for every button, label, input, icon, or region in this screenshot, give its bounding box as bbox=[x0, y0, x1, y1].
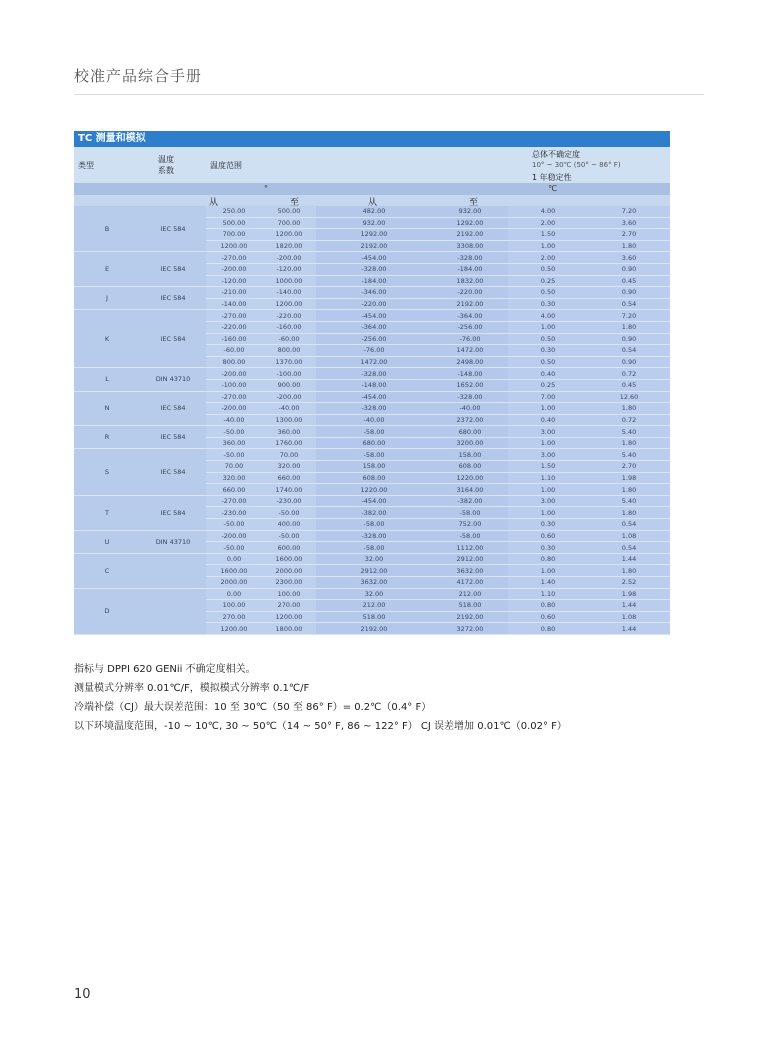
stability: 1.80 bbox=[588, 484, 670, 496]
range-from-c: -50.00 bbox=[206, 519, 262, 531]
table-row bbox=[74, 449, 670, 461]
uncertainty: 1.40 bbox=[508, 577, 588, 589]
range-to-c: -120.00 bbox=[262, 263, 316, 275]
col-coeff-line1: 温度 bbox=[158, 155, 174, 164]
range-from-c: 1200.00 bbox=[206, 240, 262, 252]
range-to-f: 2912.00 bbox=[432, 553, 508, 565]
page-number: 10 bbox=[74, 987, 91, 1002]
sub-from-f: 从 bbox=[368, 198, 378, 208]
range-from-f: 680.00 bbox=[316, 437, 432, 449]
table-row bbox=[74, 368, 670, 380]
range-from-f: -382.00 bbox=[316, 507, 432, 519]
thermocouple-type: C bbox=[74, 553, 140, 588]
range-from-f: 518.00 bbox=[316, 611, 432, 623]
range-to-c: 1000.00 bbox=[262, 275, 316, 287]
uncertainty: 0.80 bbox=[508, 600, 588, 612]
range-from-f: 1220.00 bbox=[316, 484, 432, 496]
range-to-c: 400.00 bbox=[262, 519, 316, 531]
sub-to-c: 至 bbox=[290, 198, 300, 208]
range-from-c: 360.00 bbox=[206, 437, 262, 449]
range-from-c: 320.00 bbox=[206, 472, 262, 484]
range-from-f: 482.00 bbox=[316, 206, 432, 217]
range-to-f: 1112.00 bbox=[432, 542, 508, 554]
range-from-f: -58.00 bbox=[316, 449, 432, 461]
uncertainty: 0.50 bbox=[508, 356, 588, 368]
stability: 2.70 bbox=[588, 461, 670, 473]
uncertainty: 4.00 bbox=[508, 206, 588, 217]
range-to-f: 2192.00 bbox=[432, 611, 508, 623]
range-from-f: -58.00 bbox=[316, 542, 432, 554]
range-from-f: -454.00 bbox=[316, 252, 432, 264]
range-to-f: 932.00 bbox=[432, 206, 508, 217]
range-from-c: 0.00 bbox=[206, 588, 262, 600]
uncertainty: 1.00 bbox=[508, 484, 588, 496]
stability: 5.40 bbox=[588, 449, 670, 461]
table-row bbox=[74, 287, 670, 299]
range-to-f: 3164.00 bbox=[432, 484, 508, 496]
temperature-coefficient: IEC 584 bbox=[140, 391, 206, 426]
range-to-c: -220.00 bbox=[262, 310, 316, 322]
uncertainty: 0.50 bbox=[508, 333, 588, 345]
uncertainty: 2.00 bbox=[508, 217, 588, 229]
note-4: 以下环境温度范围，-10 ~ 10℃, 30 ~ 50℃（14 ~ 50° F, 86 ~ 122° F） CJ 误差增加 0.01℃（0.02° F） bbox=[74, 721, 567, 732]
range-to-f: -256.00 bbox=[432, 321, 508, 333]
range-to-f: 752.00 bbox=[432, 519, 508, 531]
tc-table bbox=[74, 131, 670, 635]
range-to-c: 360.00 bbox=[262, 426, 316, 438]
range-from-f: 2192.00 bbox=[316, 240, 432, 252]
range-to-f: -382.00 bbox=[432, 495, 508, 507]
range-from-f: -454.00 bbox=[316, 495, 432, 507]
thermocouple-type: K bbox=[74, 310, 140, 368]
range-to-c: -40.00 bbox=[262, 403, 316, 415]
range-from-f: -58.00 bbox=[316, 519, 432, 531]
uncertainty: 1.00 bbox=[508, 403, 588, 415]
unit-band bbox=[74, 183, 670, 195]
uncertainty: 0.50 bbox=[508, 263, 588, 275]
stability: 2.70 bbox=[588, 229, 670, 241]
temperature-coefficient bbox=[140, 588, 206, 634]
stability: 2.52 bbox=[588, 577, 670, 589]
thermocouple-type: T bbox=[74, 495, 140, 530]
table-header bbox=[74, 147, 670, 183]
table-row bbox=[74, 391, 670, 403]
range-to-f: 1220.00 bbox=[432, 472, 508, 484]
uncertainty: 0.25 bbox=[508, 275, 588, 287]
stability: 3.60 bbox=[588, 217, 670, 229]
range-to-f: 1292.00 bbox=[432, 217, 508, 229]
range-to-c: 2300.00 bbox=[262, 577, 316, 589]
range-from-c: 660.00 bbox=[206, 484, 262, 496]
range-to-c: 100.00 bbox=[262, 588, 316, 600]
range-from-c: -270.00 bbox=[206, 310, 262, 322]
stability: 0.72 bbox=[588, 368, 670, 380]
range-to-f: -364.00 bbox=[432, 310, 508, 322]
stability: 0.54 bbox=[588, 519, 670, 531]
range-from-f: -328.00 bbox=[316, 368, 432, 380]
stability: 0.54 bbox=[588, 542, 670, 554]
temperature-coefficient: IEC 584 bbox=[140, 252, 206, 287]
uncertainty: 0.40 bbox=[508, 368, 588, 380]
range-from-f: -256.00 bbox=[316, 333, 432, 345]
range-from-f: 932.00 bbox=[316, 217, 432, 229]
range-to-f: -58.00 bbox=[432, 507, 508, 519]
range-to-c: 70.00 bbox=[262, 449, 316, 461]
thermocouple-type: J bbox=[74, 287, 140, 310]
range-from-f: 3632.00 bbox=[316, 577, 432, 589]
range-to-f: 3272.00 bbox=[432, 623, 508, 635]
range-to-f: 2498.00 bbox=[432, 356, 508, 368]
stability: 1.80 bbox=[588, 507, 670, 519]
table-row bbox=[74, 553, 670, 565]
range-from-f: -220.00 bbox=[316, 298, 432, 310]
stability: 0.90 bbox=[588, 333, 670, 345]
uncertainty: 1.10 bbox=[508, 588, 588, 600]
temperature-coefficient: IEC 584 bbox=[140, 495, 206, 530]
range-from-c: -160.00 bbox=[206, 333, 262, 345]
range-to-f: -184.00 bbox=[432, 263, 508, 275]
temperature-coefficient: IEC 584 bbox=[140, 287, 206, 310]
stability: 5.40 bbox=[588, 495, 670, 507]
range-from-c: 70.00 bbox=[206, 461, 262, 473]
thermocouple-type: B bbox=[74, 206, 140, 252]
range-to-c: 1740.00 bbox=[262, 484, 316, 496]
range-to-f: -328.00 bbox=[432, 391, 508, 403]
range-to-f: -76.00 bbox=[432, 333, 508, 345]
stability: 0.45 bbox=[588, 275, 670, 287]
range-to-f: -58.00 bbox=[432, 530, 508, 542]
range-from-f: -364.00 bbox=[316, 321, 432, 333]
range-from-c: -40.00 bbox=[206, 414, 262, 426]
stability: 1.44 bbox=[588, 553, 670, 565]
stability: 7.20 bbox=[588, 206, 670, 217]
range-from-f: -76.00 bbox=[316, 345, 432, 357]
page-header: 校准产品综合手册 bbox=[74, 65, 704, 95]
range-from-c: 250.00 bbox=[206, 206, 262, 217]
temperature-coefficient: IEC 584 bbox=[140, 426, 206, 449]
stability: 5.40 bbox=[588, 426, 670, 438]
uncertainty: 0.30 bbox=[508, 519, 588, 531]
uncertainty: 7.00 bbox=[508, 391, 588, 403]
range-from-c: 700.00 bbox=[206, 229, 262, 241]
uncertainty: 1.00 bbox=[508, 565, 588, 577]
range-to-c: 1200.00 bbox=[262, 229, 316, 241]
range-to-f: 2192.00 bbox=[432, 229, 508, 241]
range-to-f: -328.00 bbox=[432, 252, 508, 264]
range-to-c: -50.00 bbox=[262, 530, 316, 542]
range-from-f: -346.00 bbox=[316, 287, 432, 299]
table-row bbox=[74, 495, 670, 507]
stability: 1.08 bbox=[588, 611, 670, 623]
table-row bbox=[74, 310, 670, 322]
uncertainty: 1.10 bbox=[508, 472, 588, 484]
range-to-c: -230.00 bbox=[262, 495, 316, 507]
stability: 1.80 bbox=[588, 565, 670, 577]
range-to-c: 2000.00 bbox=[262, 565, 316, 577]
stability: 0.90 bbox=[588, 263, 670, 275]
range-from-c: -120.00 bbox=[206, 275, 262, 287]
stability: 1.98 bbox=[588, 472, 670, 484]
uncertainty: 1.50 bbox=[508, 461, 588, 473]
range-from-c: -270.00 bbox=[206, 252, 262, 264]
range-from-c: -100.00 bbox=[206, 379, 262, 391]
range-to-f: 2192.00 bbox=[432, 298, 508, 310]
uncertainty: 0.80 bbox=[508, 553, 588, 565]
range-to-c: 600.00 bbox=[262, 542, 316, 554]
range-to-f: 1472.00 bbox=[432, 345, 508, 357]
temperature-coefficient: DIN 43710 bbox=[140, 530, 206, 553]
range-to-c: 900.00 bbox=[262, 379, 316, 391]
range-to-f: 3632.00 bbox=[432, 565, 508, 577]
range-from-f: -454.00 bbox=[316, 310, 432, 322]
range-from-f: -328.00 bbox=[316, 263, 432, 275]
stability: 3.60 bbox=[588, 252, 670, 264]
uncertainty: 0.25 bbox=[508, 379, 588, 391]
range-to-c: -200.00 bbox=[262, 391, 316, 403]
range-from-c: 100.00 bbox=[206, 600, 262, 612]
range-to-f: 4172.00 bbox=[432, 577, 508, 589]
col-range-header: 温度范围 bbox=[210, 161, 242, 170]
temperature-coefficient: IEC 584 bbox=[140, 310, 206, 368]
range-to-f: 3200.00 bbox=[432, 437, 508, 449]
stability: 1.08 bbox=[588, 530, 670, 542]
range-from-c: 0.00 bbox=[206, 553, 262, 565]
uncertainty: 3.00 bbox=[508, 495, 588, 507]
range-to-c: 1820.00 bbox=[262, 240, 316, 252]
range-to-c: -60.00 bbox=[262, 333, 316, 345]
thermocouple-type: D bbox=[74, 588, 140, 634]
uncertainty: 0.30 bbox=[508, 298, 588, 310]
uncertainty: 0.30 bbox=[508, 345, 588, 357]
temperature-coefficient: IEC 584 bbox=[140, 206, 206, 252]
stability: 1.80 bbox=[588, 240, 670, 252]
table-row bbox=[74, 252, 670, 264]
range-from-f: 1292.00 bbox=[316, 229, 432, 241]
stability: 7.20 bbox=[588, 310, 670, 322]
stability: 0.54 bbox=[588, 298, 670, 310]
range-to-c: 1600.00 bbox=[262, 553, 316, 565]
range-to-f: -148.00 bbox=[432, 368, 508, 380]
table-title: TC 测量和模拟 bbox=[74, 131, 670, 147]
range-from-f: 158.00 bbox=[316, 461, 432, 473]
range-from-c: 270.00 bbox=[206, 611, 262, 623]
range-from-f: 1472.00 bbox=[316, 356, 432, 368]
range-to-c: -200.00 bbox=[262, 252, 316, 264]
range-from-c: -270.00 bbox=[206, 495, 262, 507]
table-row bbox=[74, 530, 670, 542]
range-to-f: 608.00 bbox=[432, 461, 508, 473]
notes bbox=[74, 660, 567, 736]
range-from-c: 500.00 bbox=[206, 217, 262, 229]
stability: 0.90 bbox=[588, 356, 670, 368]
stability: 0.72 bbox=[588, 414, 670, 426]
unit-label-c: ℃ bbox=[548, 184, 557, 193]
stability: 0.54 bbox=[588, 345, 670, 357]
thermocouple-type: N bbox=[74, 391, 140, 426]
sub-from-c: 从 bbox=[209, 198, 219, 208]
range-from-f: -328.00 bbox=[316, 403, 432, 415]
range-from-c: 1200.00 bbox=[206, 623, 262, 635]
range-from-f: 2912.00 bbox=[316, 565, 432, 577]
range-to-c: 660.00 bbox=[262, 472, 316, 484]
uncertainty: 2.00 bbox=[508, 252, 588, 264]
uncertainty: 3.00 bbox=[508, 449, 588, 461]
note-1: 指标与 DPPI 620 GENii 不确定度相关。 bbox=[74, 664, 256, 675]
range-from-c: -50.00 bbox=[206, 449, 262, 461]
range-from-c: -200.00 bbox=[206, 530, 262, 542]
uncertainty: 0.40 bbox=[508, 414, 588, 426]
col-uncert-line3: 1 年稳定性 bbox=[532, 173, 572, 182]
range-to-f: 680.00 bbox=[432, 426, 508, 438]
stability: 1.98 bbox=[588, 588, 670, 600]
stability: 1.44 bbox=[588, 600, 670, 612]
range-to-c: 500.00 bbox=[262, 206, 316, 217]
range-from-f: -328.00 bbox=[316, 530, 432, 542]
range-to-c: -140.00 bbox=[262, 287, 316, 299]
range-from-c: -200.00 bbox=[206, 368, 262, 380]
uncertainty: 4.00 bbox=[508, 310, 588, 322]
temperature-coefficient bbox=[140, 553, 206, 588]
uncertainty: 0.50 bbox=[508, 287, 588, 299]
range-from-c: -50.00 bbox=[206, 542, 262, 554]
range-to-c: 1200.00 bbox=[262, 298, 316, 310]
thermocouple-type: E bbox=[74, 252, 140, 287]
unit-label: ° bbox=[264, 184, 268, 193]
range-to-f: 3308.00 bbox=[432, 240, 508, 252]
stability: 1.80 bbox=[588, 437, 670, 449]
thermocouple-type: U bbox=[74, 530, 140, 553]
stability: 0.90 bbox=[588, 287, 670, 299]
table-row bbox=[74, 588, 670, 600]
range-to-f: 2372.00 bbox=[432, 414, 508, 426]
uncertainty: 0.30 bbox=[508, 542, 588, 554]
range-to-c: 700.00 bbox=[262, 217, 316, 229]
range-to-f: 1652.00 bbox=[432, 379, 508, 391]
stability: 1.80 bbox=[588, 321, 670, 333]
table-row bbox=[74, 426, 670, 438]
range-to-f: 1832.00 bbox=[432, 275, 508, 287]
uncertainty: 1.00 bbox=[508, 321, 588, 333]
uncertainty: 1.50 bbox=[508, 229, 588, 241]
range-from-c: -270.00 bbox=[206, 391, 262, 403]
range-from-c: -200.00 bbox=[206, 403, 262, 415]
range-to-c: 1200.00 bbox=[262, 611, 316, 623]
thermocouple-type: S bbox=[74, 449, 140, 495]
range-to-f: 158.00 bbox=[432, 449, 508, 461]
note-2: 测量模式分辨率 0.01℃/F，模拟模式分辨率 0.1℃/F bbox=[74, 683, 310, 694]
range-to-c: -100.00 bbox=[262, 368, 316, 380]
temperature-coefficient: DIN 43710 bbox=[140, 368, 206, 391]
range-to-f: 212.00 bbox=[432, 588, 508, 600]
range-from-f: -148.00 bbox=[316, 379, 432, 391]
stability: 1.44 bbox=[588, 623, 670, 635]
range-from-f: -454.00 bbox=[316, 391, 432, 403]
thermocouple-type: L bbox=[74, 368, 140, 391]
uncertainty: 0.80 bbox=[508, 623, 588, 635]
range-from-c: -50.00 bbox=[206, 426, 262, 438]
range-from-f: -58.00 bbox=[316, 426, 432, 438]
range-from-c: 800.00 bbox=[206, 356, 262, 368]
uncertainty: 3.00 bbox=[508, 426, 588, 438]
sub-to-f: 至 bbox=[469, 198, 479, 208]
uncertainty: 0.60 bbox=[508, 611, 588, 623]
range-from-c: -60.00 bbox=[206, 345, 262, 357]
range-to-c: 270.00 bbox=[262, 600, 316, 612]
range-from-f: -184.00 bbox=[316, 275, 432, 287]
range-to-c: 800.00 bbox=[262, 345, 316, 357]
uncertainty: 1.00 bbox=[508, 437, 588, 449]
temperature-coefficient: IEC 584 bbox=[140, 449, 206, 495]
uncertainty: 0.60 bbox=[508, 530, 588, 542]
range-to-c: 1370.00 bbox=[262, 356, 316, 368]
range-to-c: -50.00 bbox=[262, 507, 316, 519]
range-to-c: 1760.00 bbox=[262, 437, 316, 449]
range-from-c: -220.00 bbox=[206, 321, 262, 333]
range-to-f: 518.00 bbox=[432, 600, 508, 612]
range-from-f: 2192.00 bbox=[316, 623, 432, 635]
stability: 0.45 bbox=[588, 379, 670, 391]
range-from-f: 32.00 bbox=[316, 588, 432, 600]
col-coeff-line2: 系数 bbox=[158, 166, 174, 175]
col-type-header: 类型 bbox=[78, 161, 94, 170]
uncertainty: 1.00 bbox=[508, 240, 588, 252]
range-from-f: 212.00 bbox=[316, 600, 432, 612]
range-from-c: -140.00 bbox=[206, 298, 262, 310]
range-from-f: 32.00 bbox=[316, 553, 432, 565]
range-from-c: -230.00 bbox=[206, 507, 262, 519]
data-table bbox=[74, 206, 670, 635]
range-to-c: 320.00 bbox=[262, 461, 316, 473]
range-from-c: -200.00 bbox=[206, 263, 262, 275]
range-to-c: -160.00 bbox=[262, 321, 316, 333]
range-from-c: -210.00 bbox=[206, 287, 262, 299]
stability: 12.60 bbox=[588, 391, 670, 403]
range-to-c: 1800.00 bbox=[262, 623, 316, 635]
uncertainty: 1.00 bbox=[508, 507, 588, 519]
range-from-f: -40.00 bbox=[316, 414, 432, 426]
stability: 1.80 bbox=[588, 403, 670, 415]
note-3: 冷端补偿（CJ）最大误差范围：10 至 30℃（50 至 86° F）= 0.2℃（0.4° F） bbox=[74, 702, 432, 713]
sub-header bbox=[74, 195, 670, 206]
col-uncert-line1: 总体不确定度 bbox=[532, 150, 580, 159]
range-from-c: 2000.00 bbox=[206, 577, 262, 589]
range-to-f: -40.00 bbox=[432, 403, 508, 415]
thermocouple-type: R bbox=[74, 426, 140, 449]
range-from-c: 1600.00 bbox=[206, 565, 262, 577]
range-to-f: -220.00 bbox=[432, 287, 508, 299]
range-to-c: 1300.00 bbox=[262, 414, 316, 426]
range-from-f: 608.00 bbox=[316, 472, 432, 484]
col-uncert-line2: 10° ~ 30℃ (50° ~ 86° F) bbox=[532, 161, 621, 169]
